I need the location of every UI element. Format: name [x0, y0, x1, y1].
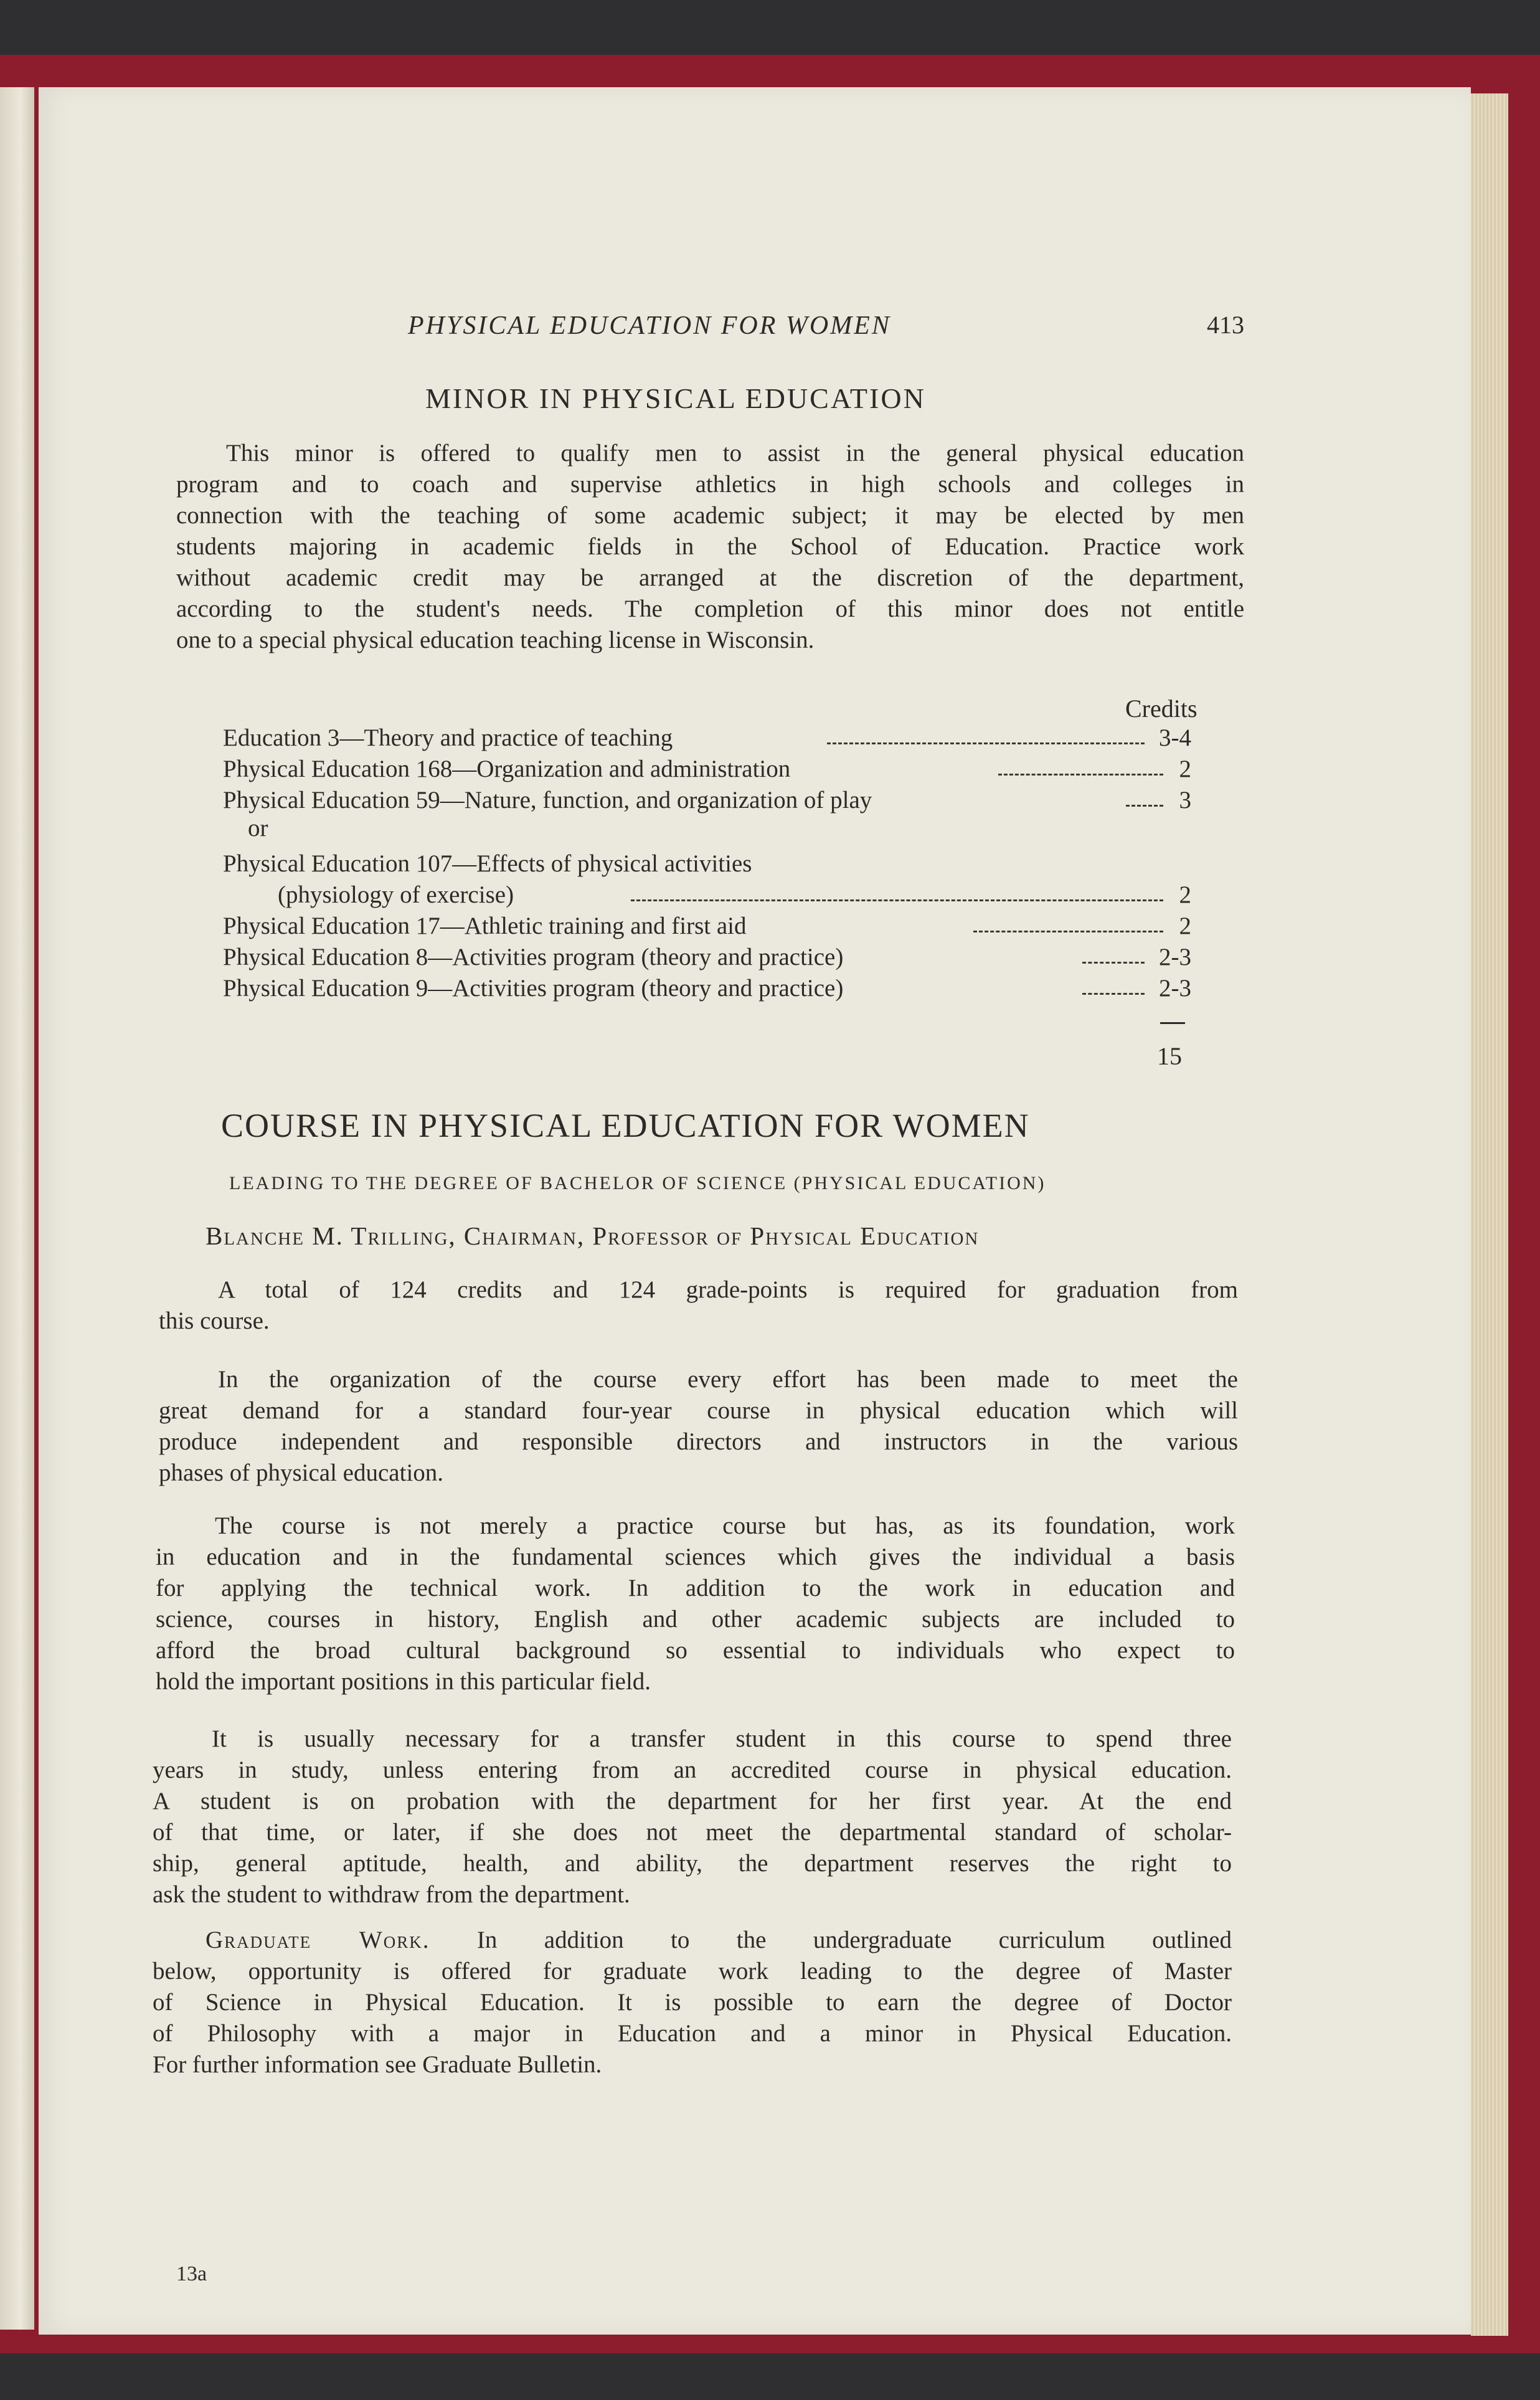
course-alternative-or: or [248, 815, 268, 842]
leader-dots [1126, 805, 1163, 807]
text-line: of Science in Physical Education. It is possible to earn the degree of Doctor [153, 1989, 1232, 2016]
text-line: years in study, unless entering from an accredited course in physical education. [153, 1757, 1232, 1783]
text-line: connection with the teaching of some academic subject; it may be elected by men [176, 502, 1244, 529]
text-line: science, courses in history, English and other academic subjects are included to [156, 1606, 1235, 1633]
course-name: Physical Education 17—Athletic training and first aid [223, 913, 747, 939]
text-line: ask the student to withdraw from the department. [153, 1881, 630, 1908]
text-line: students majoring in academic fields in the School of Education. Practice work [176, 533, 1244, 560]
signature-mark: 13a [176, 2262, 207, 2285]
course-row [223, 973, 1191, 1004]
text-line: For further information see Graduate Bulletin. [153, 2051, 602, 2078]
leader-dots [1082, 993, 1145, 995]
running-head: PHYSICAL EDUCATION FOR WOMEN [408, 311, 891, 340]
minor-section-title: MINOR IN PHYSICAL EDUCATION [425, 382, 926, 414]
text-line: one to a special physical education teaching license in Wisconsin. [176, 627, 815, 653]
minor-intro-paragraph [176, 438, 1244, 656]
course-row [223, 848, 1191, 880]
page-number: 413 [1207, 311, 1244, 339]
text-line: It is usually necessary for a transfer student in this course to spend three [212, 1725, 1232, 1752]
sum-rule [1160, 1022, 1185, 1024]
course-credits: 2 [1179, 913, 1191, 939]
text-line: for applying the technical work. In addition to the work in education and [156, 1575, 1235, 1601]
credits-column-header: Credits [1125, 695, 1198, 723]
degree-line: LEADING TO THE DEGREE OF BACHELOR OF SCIENCE (PHYSICAL EDUCATION) [229, 1173, 1046, 1193]
text-line: produce independent and responsible directors and instructors in the various [159, 1428, 1238, 1455]
text-line: The course is not merely a practice course but has, as its foundation, work [215, 1512, 1235, 1539]
course-credits: 2-3 [1159, 944, 1191, 970]
graduate-work-paragraph [153, 1925, 1232, 2080]
course-name: Physical Education 59—Nature, function, and organization of play [223, 787, 872, 813]
text-line: In the organization of the course every effort has been made to meet the [218, 1366, 1238, 1393]
course-row [223, 723, 1191, 754]
text-line: in education and in the fundamental sciences which gives the individual a basis [156, 1544, 1235, 1570]
leader-dots [631, 899, 1163, 901]
text-line: this course. [159, 1307, 270, 1334]
course-section-title: COURSE IN PHYSICAL EDUCATION FOR WOMEN [221, 1107, 1030, 1144]
text-line: according to the student's needs. The completion of this minor does not entitle [176, 595, 1244, 622]
course-credits: 2 [1179, 881, 1191, 908]
text-line: This minor is offered to qualify men to assist in the general physical education [226, 440, 1244, 467]
course-credits: 3 [1179, 787, 1191, 813]
leader-dots [998, 774, 1163, 775]
course-name: (physiology of exercise) [278, 881, 514, 908]
transfer-student-paragraph [153, 1724, 1232, 1910]
credits-total: 15 [1157, 1042, 1182, 1070]
text-line: program and to coach and supervise athletics in high schools and colleges in [176, 471, 1244, 498]
leader-dots [973, 931, 1163, 932]
course-row [223, 785, 1191, 816]
text-line: hold the important positions in this particular field. [156, 1668, 651, 1695]
text-line: without academic credit may be arranged at the discretion of the department, [176, 564, 1244, 591]
text-line: of Philosophy with a major in Education and a minor in Physical Education. [153, 2020, 1232, 2047]
course-name: Physical Education 168—Organization and administration [223, 756, 791, 782]
text-line: phases of physical education. [159, 1459, 444, 1486]
text-line: ship, general aptitude, health, and ability, the department reserves the right to [153, 1850, 1232, 1877]
course-description-paragraph [156, 1511, 1235, 1697]
course-credits: 3-4 [1159, 724, 1191, 751]
chair-line: Blanche M. Trilling, Chairman, Professor of Physical Education [205, 1221, 980, 1250]
course-credits: 2 [1179, 756, 1191, 782]
text-line: A student is on probation with the department for her first year. At the end [153, 1788, 1232, 1814]
text-line: below, opportunity is offered for graduate work leading to the degree of Master [153, 1958, 1232, 1985]
course-row [223, 880, 1191, 911]
course-row [223, 942, 1191, 973]
text-line: of that time, or later, if she does not meet the departmental standard of scholar- [153, 1819, 1232, 1846]
organization-paragraph [159, 1364, 1238, 1489]
course-name: Physical Education 107—Effects of physical activities [223, 850, 752, 877]
leader-dots [1082, 962, 1145, 964]
course-name: Education 3—Theory and practice of teaching [223, 724, 673, 751]
leader-dots [827, 742, 1145, 744]
course-row [223, 813, 1191, 844]
text-line: afford the broad cultural background so essential to individuals who expect to [156, 1637, 1235, 1664]
course-credits: 2-3 [1159, 975, 1191, 1002]
course-name: Physical Education 9—Activities program (theory and practice) [223, 975, 844, 1002]
course-name: Physical Education 8—Activities program (theory and practice) [223, 944, 844, 970]
text-fragment: In addition to the undergraduate curriculum outlined [476, 1927, 1232, 1953]
course-row [223, 754, 1191, 785]
graduation-requirement-paragraph [159, 1274, 1238, 1337]
text-line [153, 1925, 1232, 1956]
graduate-work-heading: Graduate Work. [205, 1927, 430, 1953]
course-row [223, 911, 1191, 942]
text-line: A total of 124 credits and 124 grade-points is required for graduation from [218, 1276, 1238, 1303]
text-line: great demand for a standard four-year course in physical education which will [159, 1397, 1238, 1424]
